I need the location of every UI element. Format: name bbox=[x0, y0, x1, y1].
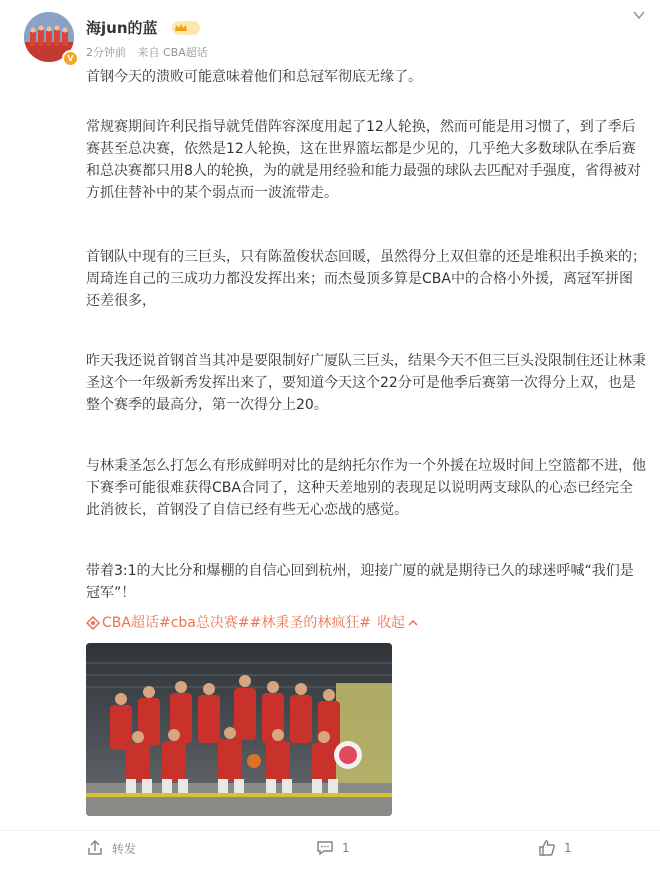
supertopic-icon bbox=[86, 616, 100, 630]
vip-badge[interactable] bbox=[172, 20, 200, 36]
share-icon bbox=[86, 839, 104, 857]
paragraph: 常规赛期间许利民指导就凭借阵容深度用起了12人轮换，然而可能是用习惯了，到了季后赛甚至总决赛，依然是12人轮换，这在世界篮坛都是少见的，几乎绝大多数球队在季后赛和总决赛都只用8人的轮换，为的就是用经验和能力最强的球队去匹配对手强度，省得被对方抓住替补中的某个弱点而一波流带走。 bbox=[86, 119, 641, 201]
post-time: 2分钟前 bbox=[86, 46, 126, 59]
verified-badge-icon: V bbox=[62, 50, 79, 67]
post-meta bbox=[86, 45, 216, 61]
post-source[interactable]: 来自 CBA超话 bbox=[137, 46, 208, 59]
repost-button[interactable] bbox=[86, 839, 136, 857]
chevron-up-icon[interactable] bbox=[407, 617, 419, 629]
like-button[interactable] bbox=[538, 839, 572, 857]
paragraph: 带着3:1的大比分和爆棚的自信心回到杭州，迎接广厦的就是期待已久的球迷呼喊“我们是冠军”！ bbox=[86, 563, 634, 601]
like-count: 1 bbox=[564, 841, 572, 855]
tag-supertopic[interactable]: CBA超话 bbox=[102, 615, 159, 631]
paragraph: 与林秉圣怎么打怎么有形成鲜明对比的是纳托尔作为一个外援在垃圾时间上空篮都不进，他下赛季可能很难获得CBA合同了，这种天差地别的表现足以说明两支球队的心态已经完全此消彼长，首钢没了自信已经有些无心恋战的感觉。 bbox=[86, 458, 646, 518]
paragraph: 首钢今天的溃败可能意味着他们和总冠军彻底无缘了。 bbox=[86, 69, 422, 85]
post-header bbox=[0, 0, 660, 72]
author-name[interactable]: 海jun的蓝 bbox=[86, 19, 158, 37]
comment-count: 1 bbox=[342, 841, 350, 855]
post-image[interactable] bbox=[86, 643, 392, 816]
paragraph: 首钢队中现有的三巨头，只有陈盈俊状态回暖，虽然得分上双但靠的还是堆积出手换来的；周琦连自己的三成功力都没发挥出来；而杰曼顶多算是CBA中的合格小外援，离冠军拼图还差很多， bbox=[86, 249, 646, 309]
paragraph: 昨天我还说首钢首当其冲是要限制好广厦队三巨头，结果今天不但三巨头没限制住还让林秉圣这个一年级新秀发挥出来了，要知道今天这个22分可是他季后赛第一次得分上双，也是整个赛季的最高分，第一次得分上20。 bbox=[86, 353, 646, 413]
crown-icon bbox=[172, 21, 200, 35]
thumbs-up-icon bbox=[538, 839, 556, 857]
action-bar bbox=[0, 830, 660, 873]
chevron-down-icon[interactable] bbox=[632, 8, 646, 22]
repost-label: 转发 bbox=[112, 841, 137, 856]
comment-icon bbox=[316, 839, 334, 857]
tag-hashtag[interactable]: #cba总决赛# bbox=[158, 615, 250, 631]
collapse-link[interactable]: 收起 bbox=[377, 615, 406, 631]
tag-row bbox=[86, 612, 419, 634]
tag-hashtag[interactable]: #林秉圣的林疯狂# bbox=[249, 615, 372, 631]
comment-button[interactable] bbox=[316, 839, 350, 857]
